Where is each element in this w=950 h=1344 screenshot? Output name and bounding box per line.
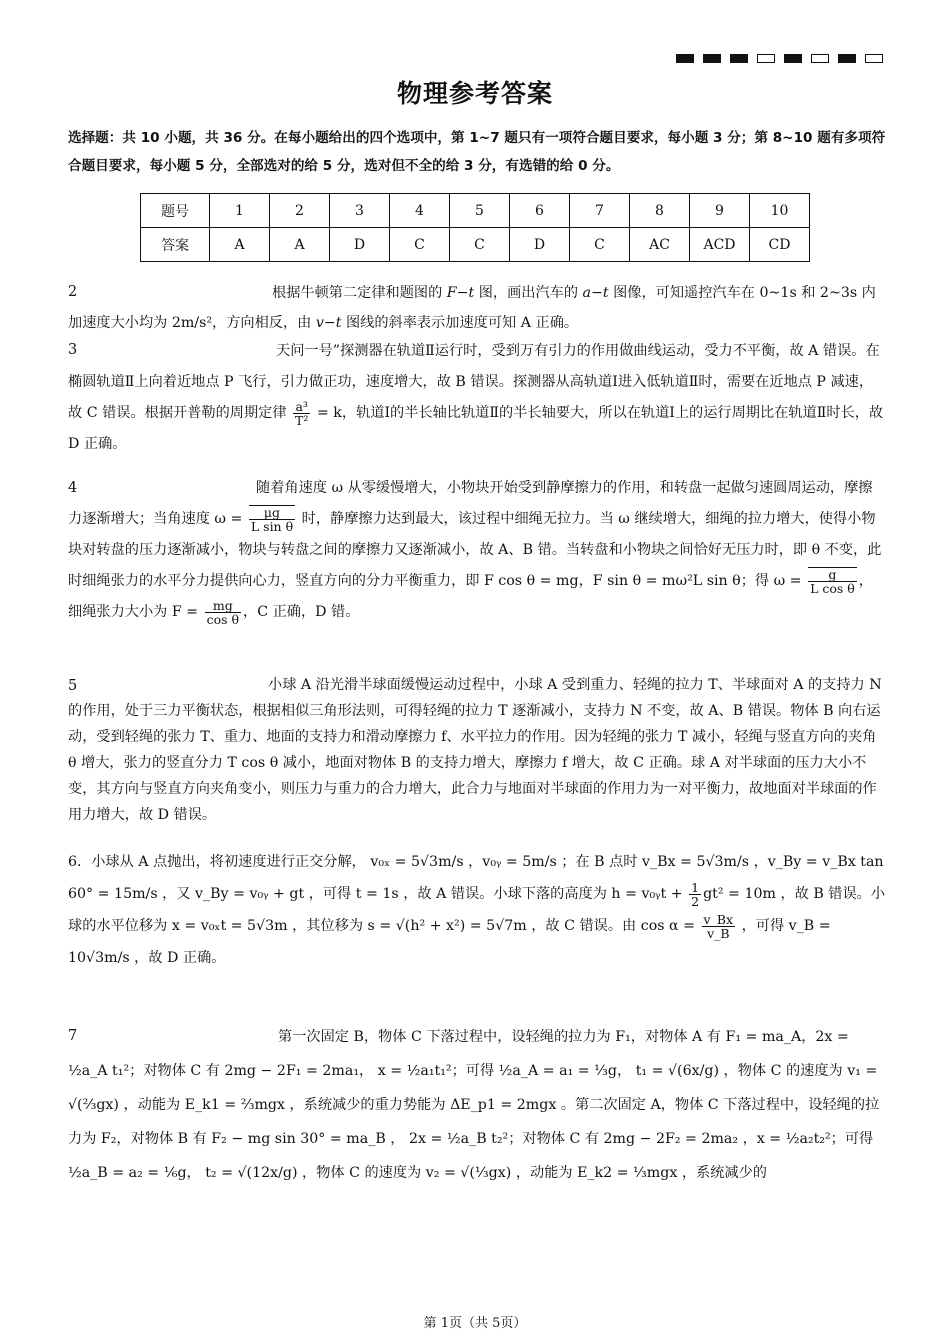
table-cell: 1 (210, 194, 270, 228)
table-cell: 7 (570, 194, 630, 228)
answer-q3 (68, 336, 886, 460)
header-mark (703, 54, 721, 63)
q4-text: ；得 ω = (740, 573, 807, 589)
answer-table (140, 193, 810, 262)
q2-at: a−t (582, 285, 609, 301)
q3-text: ，轨道Ⅰ的半长轴比轨道Ⅱ的半长轴要大，所以在轨道Ⅰ上的运行周期比在轨道Ⅱ时长，故 D 正确。 (68, 405, 884, 452)
fraction-numerator: μg (249, 505, 295, 520)
fraction-numerator: v_Bx (703, 911, 734, 927)
question-number: 6． (68, 854, 92, 870)
header-mark (730, 54, 748, 63)
header-mark (811, 54, 829, 63)
question-number: 2 (68, 284, 78, 300)
section-intro: 选择题：共 10 小题，共 36 分。在每小题给出的四个选项中，第 1~7 题只有一项符合题目要求，每小题 3 分；第 8~10 题有多项符合题目要求，每小题 5 分，全部选对的给 5 分，选对但不全的给 3 分，有选错的给 0 分。 (68, 130, 886, 174)
header-mark (757, 54, 775, 63)
fraction-denominator: cos θ (206, 611, 240, 627)
q3-text: 天问一号”探测器在轨道Ⅱ运行时，受到万有引力的作用做曲线运动，受力不平衡，故 A 错误。在椭圆轨道Ⅱ上向着近地点 P 飞行，引力做正功，速度增大，故 B 错误。探测器从高轨道Ⅰ进入低轨道Ⅱ时，需要在近地点 P 减速，故 C 错误。根据开普勒的周期定律 (68, 343, 880, 421)
kepler-fraction (293, 400, 310, 427)
q6-text: gt² = 10m ，故 B 错误。小球的水平位移为 x = v₀ₓt = 5√3m ，其位移为 s = √(h² + x²) = 5√7m ，故 C 错误。由 cos α = (68, 886, 886, 934)
header-mark (838, 54, 856, 63)
q6-text: ，可得 v_B = 10√3m/s ，故 D 正确。 (68, 918, 831, 966)
page-footer: 第 1页（共 5页） (423, 1316, 527, 1331)
table-cell: D (330, 228, 390, 262)
fraction-denominator: L sin θ (250, 519, 294, 534)
answer-q4 (68, 473, 886, 628)
fraction-numerator: a³ (293, 400, 310, 414)
answer-q6 (68, 846, 886, 974)
q3-rhs: = k (312, 405, 342, 421)
table-cell: 题号 (141, 194, 210, 228)
table-cell: CD (750, 228, 810, 262)
cos-fraction (702, 913, 736, 940)
table-cell: A (270, 228, 330, 262)
table-cell: 3 (330, 194, 390, 228)
header-mark (676, 54, 694, 63)
header-mark (865, 54, 883, 63)
table-cell: C (390, 228, 450, 262)
question-number: 4 (68, 480, 78, 496)
fraction-numerator: g (808, 567, 857, 582)
table-cell: ACD (690, 228, 750, 262)
q4-eq1: F cos θ = mg (483, 573, 579, 589)
fraction-numerator: mg (205, 599, 241, 613)
question-number: 5 (68, 678, 78, 694)
half-fraction (689, 881, 701, 908)
tension-fraction (205, 599, 241, 626)
table-cell: 5 (450, 194, 510, 228)
question-number: 7 (68, 1028, 78, 1044)
q4-text: ，细绳张力大小为 F = (68, 573, 873, 620)
q4-text: ，C 正确，D 错。 (243, 604, 360, 620)
q4-text: 时，静摩擦力达到最大，该过程中细绳无拉力。当 ω 继续增大，细绳的拉力增大，使得小物块对转盘的压力逐渐减小，物块与转盘之间的摩擦力又逐渐减小，故 A、B 错。当转盘和小物块之间恰好无压力时，即 θ 不变，此时细绳张力的水平分力提供向心力，竖直方向的分力平衡重力，即 (68, 511, 882, 589)
table-cell: A (210, 228, 270, 262)
q4-eq2: F sin θ = mω²L sin θ (592, 573, 741, 589)
question-number: 3 (68, 342, 78, 358)
q4-sep: ， (578, 573, 593, 589)
table-cell: C (570, 228, 630, 262)
fraction-denominator: L cos θ (810, 581, 855, 596)
omega2-fraction (808, 567, 857, 595)
omega1-fraction (249, 505, 295, 533)
table-row (141, 194, 810, 228)
q2-vt: v−t (315, 315, 342, 331)
table-cell: D (510, 228, 570, 262)
header-marks (676, 54, 883, 63)
q2-ft: F−t (446, 285, 475, 301)
table-cell: 9 (690, 194, 750, 228)
q5-text: 小球 A 沿光滑半球面缓慢运动过程中，小球 A 受到重力、轻绳的拉力 T、半球面对 A 的支持力 N 的作用，处于三力平衡状态，根据相似三角形法则，可得轻绳的拉力 T 逐渐减小，支持力 N 不变，故 A、B 错误。物体 B 向右运动，受到轻绳的张力 T、重力、地面的支持力和滑动摩擦力 f、水平拉力的作用。因为轻绳的张力 T 减小，轻绳与竖直方向的夹角 θ 增大，张力的竖直分力 T cos θ 减小，地面对物体 B 的支持力增大，摩擦力 f 增大，故 C 正确。球 A 对半球面的压力大小不变，其方向与竖直方向夹角变小，则压力与重力的合力增大，此合力与地面对半球面的作用力为一对平衡力，故地面对半球面的作用力增大，故 D 错误。 (68, 677, 882, 823)
answer-q7 (68, 1020, 886, 1190)
answer-q5 (68, 672, 886, 828)
table-cell: 2 (270, 194, 330, 228)
table-cell: 6 (510, 194, 570, 228)
table-row (141, 228, 810, 262)
table-cell: 10 (750, 194, 810, 228)
table-cell: C (450, 228, 510, 262)
table-cell: 4 (390, 194, 450, 228)
page-title: 物理参考答案 (396, 79, 553, 108)
q2-text: 根据牛顿第二定律和题图的 (272, 285, 447, 301)
fraction-numerator: 1 (691, 879, 700, 895)
answer-q2 (68, 278, 886, 338)
q2-text: 图像，可知遥控汽车在 0~1s 和 2~3s 内加速度大小均为 2m/s²，方向相反，由 (68, 285, 876, 331)
q2-text: 图线的斜率表示加速度可知 A 正确。 (341, 315, 579, 331)
q6-text: 小球从 A 点抛出，将初速度进行正交分解， v₀ₓ = 5√3m/s ，v₀ᵧ = 5m/s ；在 B 点时 v_Bx = 5√3m/s ，v_By = v_Bx tan 60° = 15m/s ，又 v_By = v₀ᵧ + gt ，可得 t = 1s ，故 A 错误。小球下落的高度为 h = v₀ᵧt + (68, 854, 884, 902)
fraction-denominator: 2 (691, 893, 700, 909)
table-cell: 8 (630, 194, 690, 228)
table-cell: 答案 (141, 228, 210, 262)
header-mark (784, 54, 802, 63)
fraction-denominator: v_B (707, 925, 730, 941)
table-cell: AC (630, 228, 690, 262)
q7-text: 第一次固定 B，物体 C 下落过程中，设轻绳的拉力为 F₁，对物体 A 有 F₁ = ma_A，2x = ½a_A t₁²；对物体 C 有 2mg − 2F₁ = 2ma₁， x = ½a₁t₁²；可得 ½a_A = a₁ = ⅓g， t₁ = √(6x/g) ，物体 C 的速度为 v₁ = √(⅔gx) ，动能为 E_k1 = ⅔mgx ，系统减少的重力势能为 ΔE_p1 = 2mgx 。第二次固定 A，物体 C 下落过程中，设轻绳的拉力为 F₂，对物体 B 有 F₂ − mg sin 30° = ma_B ， 2x = ½a_B t₂²；对物体 C 有 2mg − 2F₂ = 2ma₂ ，x = ½a₂t₂²；可得 ½a_B = a₂ = ⅙g， t₂ = √(12x/g) ，物体 C 的速度为 v₂ = √(⅓gx) ，动能为 E_k2 = ⅓mgx ，系统减少的 (68, 1029, 880, 1181)
q4-text: 随着角速度 ω 从零缓慢增大，小物块开始受到静摩擦力的作用，和转盘一起做匀速圆周运动，摩擦力逐渐增大；当角速度 ω = (68, 480, 873, 527)
q2-text: 图，画出汽车的 (474, 285, 583, 301)
fraction-denominator: T² (295, 412, 309, 428)
